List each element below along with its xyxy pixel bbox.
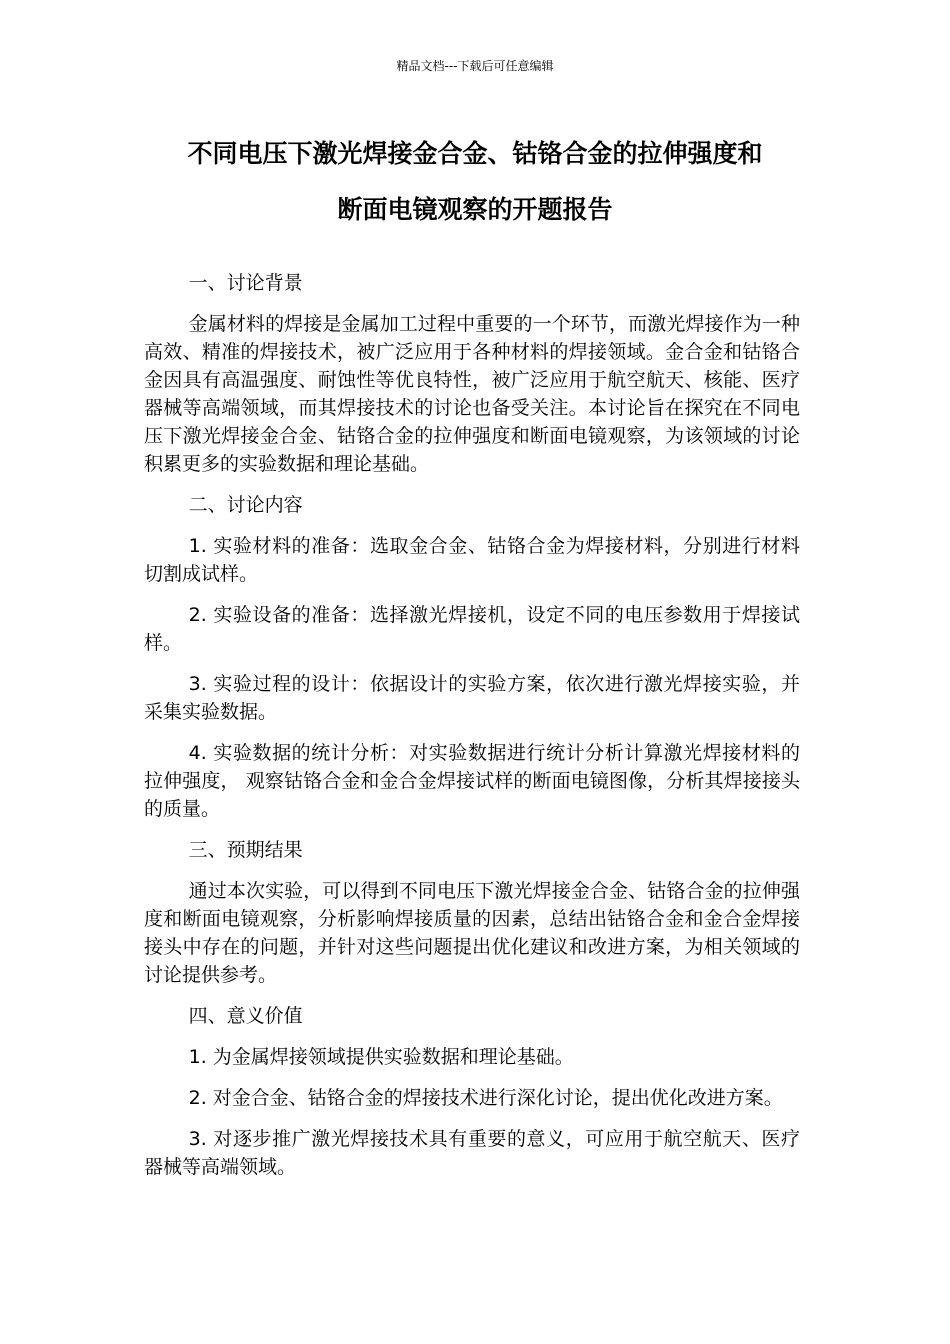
content-item-4: 4. 实验数据的统计分析：对实验数据进行统计分析计算激光焊接材料的拉伸强度， 观察钴铬合金和金合金焊接试样的断面电镜图像，分析其焊接接头的质量。 xyxy=(144,742,800,820)
document-title-line-1: 不同电压下激光焊接金合金、钴铬合金的拉伸强度和 xyxy=(187,139,763,168)
content-item-3: 3. 实验过程的设计：依据设计的实验方案，依次进行激光焊接实验，并采集实验数据。 xyxy=(144,673,800,723)
section-heading-significance: 四、意义价值 xyxy=(188,1005,303,1027)
significance-item-3: 3. 对逐步推广激光焊接技术具有重要的意义，可应用于航空航天、医疗器械等高端领域。 xyxy=(144,1128,800,1178)
significance-item-1: 1. 为金属焊接领域提供实验数据和理论基础。 xyxy=(188,1046,574,1068)
header-note: 精品文档---下载后可任意编辑 xyxy=(396,59,554,73)
document-body xyxy=(144,269,800,1194)
document-title-line-2: 断面电镜观察的开题报告 xyxy=(337,195,613,224)
significance-item-2: 2. 对金合金、钴铬合金的焊接技术进行深化讨论，提出优化改进方案。 xyxy=(188,1087,783,1109)
content-item-1: 1. 实验材料的准备：选取金合金、钴铬合金为焊接材料，分别进行材料切割成试样。 xyxy=(144,535,800,585)
section-heading-content: 二、讨论内容 xyxy=(188,494,303,516)
background-paragraph: 金属材料的焊接是金属加工过程中重要的一个环节，而激光焊接作为一种高效、精准的焊接技术，被广泛应用于各种材料的焊接领域。金合金和钴铬合金因具有高温强度、耐蚀性等优良特性，被广泛应用于航空航天、核能、医疗器械等高端领域，而其焊接技术的讨论也备受关注。本讨论旨在探究在不同电压下激光焊接金合金、钴铬合金的拉伸强度和断面电镜观察，为该领域的讨论积累更多的实验数据和理论基础。 xyxy=(144,313,800,475)
section-heading-background: 一、讨论背景 xyxy=(188,272,303,294)
results-paragraph: 通过本次实验，可以得到不同电压下激光焊接金合金、钴铬合金的拉伸强度和断面电镜观察，分析影响焊接质量的因素，总结出钴铬合金和金合金焊接接头中存在的问题，并针对这些问题提出优化建议和改进方案，为相关领域的讨论提供参考。 xyxy=(144,880,800,986)
content-item-2: 2. 实验设备的准备：选择激光焊接机，设定不同的电压参数用于焊接试样。 xyxy=(144,604,800,654)
section-heading-results: 三、预期结果 xyxy=(188,839,303,861)
